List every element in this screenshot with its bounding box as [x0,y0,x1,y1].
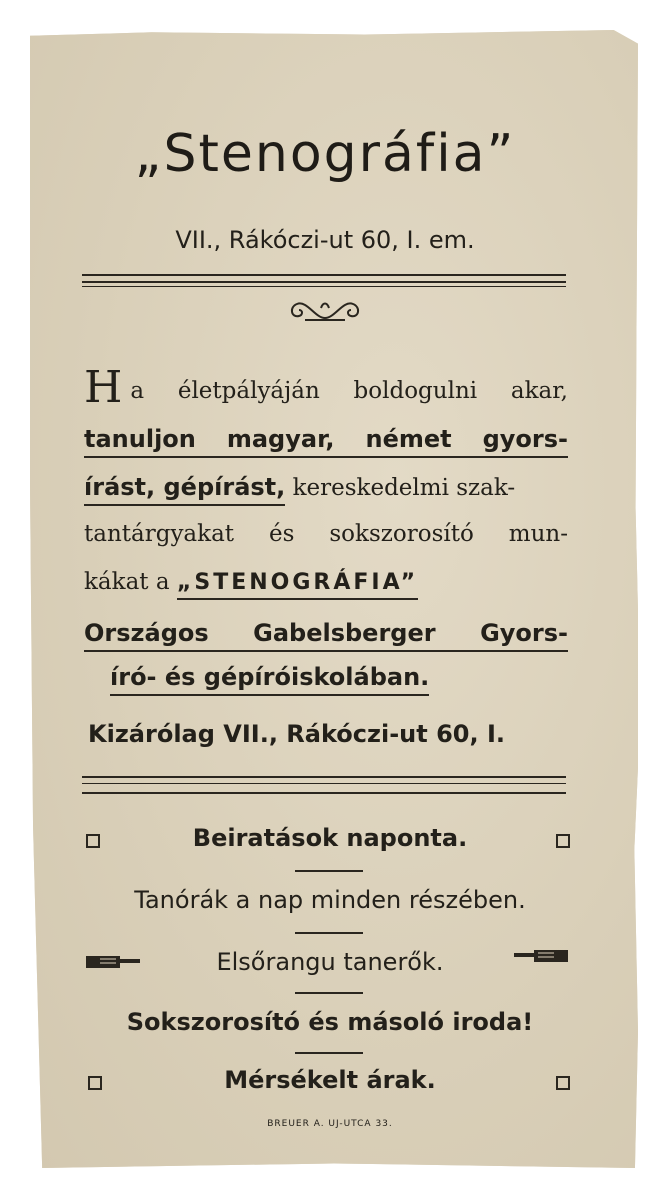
short-divider [295,870,363,872]
drop-cap: H [84,362,123,413]
double-rule-top-1 [82,274,566,276]
short-divider [295,932,363,934]
short-divider [295,992,363,994]
body-line-8: Kizárólag VII., Rákóczi-ut 60, I. [88,720,505,748]
body-line-3: írást, gépírást, kereskedelmi szak- [84,475,568,500]
body-line-6: Országos Gabelsberger Gyors- [84,621,568,645]
address-line: VII., Rákóczi-ut 60, I. em. [175,226,475,254]
item-lessons: Tanórák a nap minden részében. [134,886,526,914]
printer-imprint: BREUER A. UJ-UTCA 33. [267,1119,393,1129]
double-rule-top-2 [82,281,566,283]
item-copy-office: Sokszorosító és másoló iroda! [126,1008,534,1036]
short-divider [295,1052,363,1054]
page-title: „Stenográfia” [134,124,516,184]
body-line-5: kákat a „STENOGRÁFIA” [84,571,568,594]
body-line-7: író- és gépíróiskolában. [110,665,594,689]
ornament-icon [285,296,365,326]
double-rule-top-3 [82,286,566,287]
body-line-4: tantárgyakat és sokszorosító mun- [84,521,568,547]
body-line-2: tanuljon magyar, német gyors- [84,427,568,451]
item-prices: Mérsékelt árak. [224,1066,436,1094]
item-enrollment: Beiratások naponta. [192,824,468,852]
item-teachers: Elsőrangu tanerők. [216,948,444,976]
double-rule-mid-3 [82,792,566,794]
body-line-1: Ha életpályáján boldogulni akar, [84,362,568,413]
double-rule-mid-2 [82,783,566,784]
double-rule-mid-1 [82,776,566,778]
